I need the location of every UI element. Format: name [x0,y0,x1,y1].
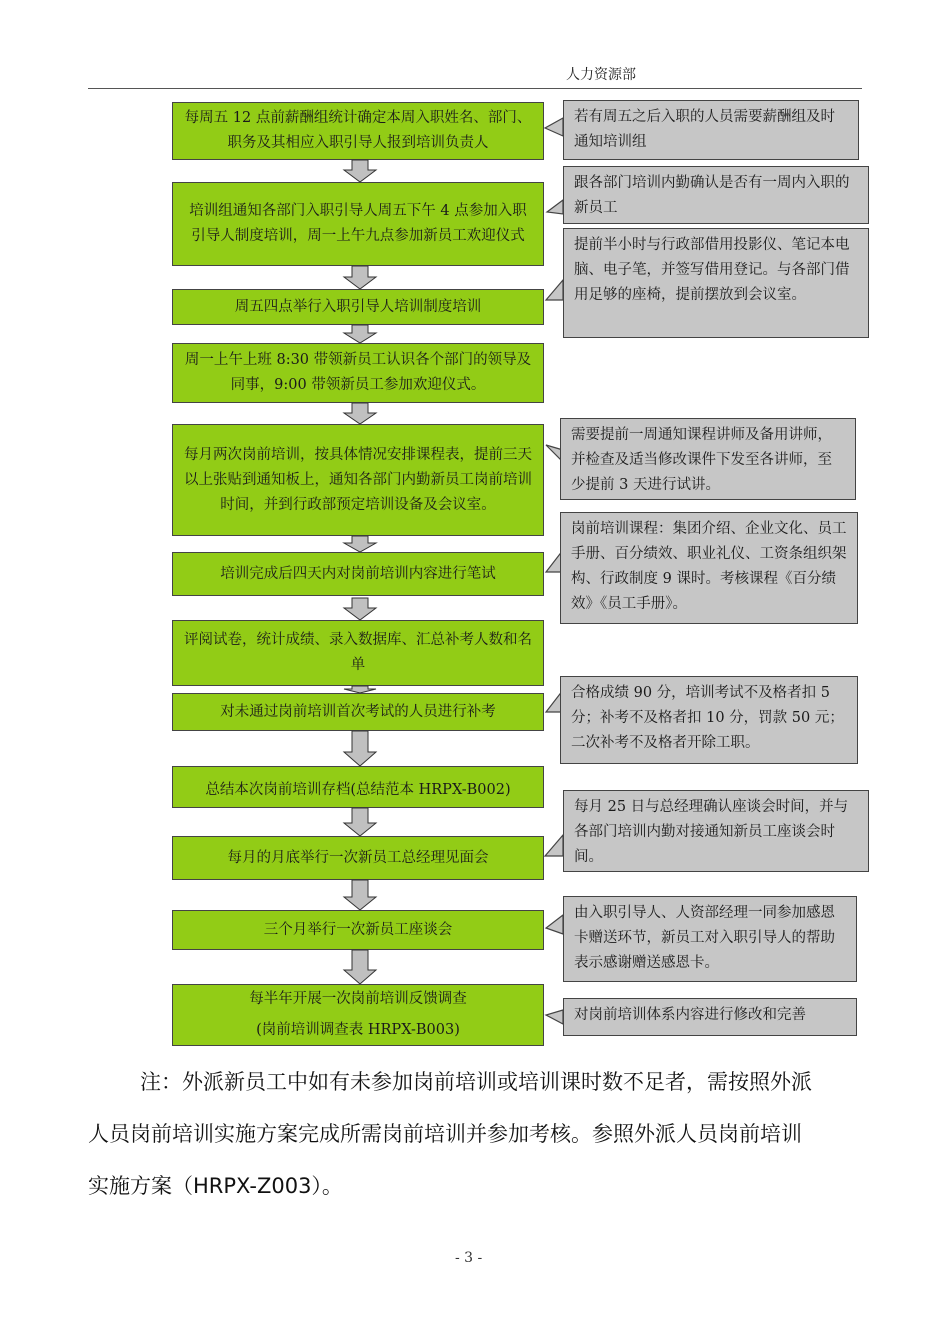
down-arrow-icon [344,160,376,182]
flow-step-text: 培训完成后四天内对岗前培训内容进行笔试 [220,565,496,582]
side-note-text: 对岗前培训体系内容进行修改和完善 [574,1007,806,1023]
flow-step-text: 培训组通知各部门入职引导人周五下午 4 点参加入职引导人制度培训，周一上午九点参加新员工欢迎仪式 [189,203,527,244]
down-arrow-icon [344,598,376,620]
flow-step-text: 总结本次岗前培训存档(总结范本 HRPX-B002) [205,782,511,798]
down-arrow-icon [344,950,376,984]
side-note-3 [563,228,869,338]
side-note-text: 若有周五之后入职的人员需要薪酬组及时通知培训组 [574,109,835,150]
down-arrow-icon [344,403,376,424]
side-note-6 [560,676,858,764]
side-note-text: 每月 25 日与总经理确认座谈会时间，并与各部门培训内勤对接通知新员工座谈会时间。 [574,799,849,865]
page-number: - 3 - [455,1250,483,1266]
side-note-text: 由入职引导人、人资部经理一同参加感恩卡赠送环节，新员工对入职引导人的帮助表示感谢赠送感恩卡。 [574,905,835,971]
side-note-text: 岗前培训课程：集团介绍、企业文化、员工手册、百分绩效、职业礼仪、工资条组织架构、行政制度 9 课时。考核课程《百分绩效》《员工手册》。 [571,521,847,612]
side-note-9 [563,998,857,1036]
flow-step-text: 每月两次岗前培训，按具体情况安排课程表，提前三天以上张贴到通知板上，通知各部门内勤新员工岗前培训时间，并到行政部预定培训设备及会议室。 [184,446,532,513]
side-note-8 [563,896,857,982]
down-arrow-icon [344,731,376,766]
flow-step-text: 三个月举行一次新员工座谈会 [263,921,453,938]
side-note-1 [563,100,859,160]
down-arrow-icon [344,686,376,693]
header-department: 人力资源部 [566,67,636,83]
side-note-text: 提前半小时与行政部借用投影仪、笔记本电脑、电子笔，并签写借用登记。与各部门借用足够的座椅，提前摆放到会议室。 [574,237,850,303]
down-arrow-icon [344,325,376,343]
flow-step-text: 评阅试卷，统计成绩、录入数据库、汇总补考人数和名单 [184,632,532,673]
note-line-1: 注：外派新员工中如有未参加岗前培训或培训课时数不足者，需按照外派 [140,1070,812,1094]
flow-step-text: 周一上午上班 8:30 带领新员工认识各个部门的领导及同事，9:00 带领新员工参加欢迎仪式。 [184,352,532,393]
note-line-3: 实施方案（HRPX-Z003）。 [88,1174,343,1198]
side-note-4 [560,418,856,500]
side-note-7 [563,790,869,872]
flow-step-text: 每半年开展一次岗前培训反馈调查 [249,991,467,1007]
down-arrow-icon [344,880,376,910]
down-arrow-icon [344,266,376,289]
flow-step-text: 对未通过岗前培训首次考试的人员进行补考 [220,703,496,720]
side-note-2 [563,166,869,224]
note-line-2: 人员岗前培训实施方案完成所需岗前培训并参加考核。参照外派人员岗前培训 [88,1122,802,1146]
flow-step-text-2: (岗前培训调查表 HRPX-B003) [256,1022,460,1038]
down-arrow-icon [344,536,376,552]
down-arrow-icon [344,808,376,836]
side-note-text: 需要提前一周通知课程讲师及备用讲师，并检查及适当修改课件下发至各讲师，至少提前 3 天进行试讲。 [571,427,832,493]
flow-step-text: 每月的月底举行一次新员工总经理见面会 [227,849,489,866]
side-note-text: 跟各部门培训内勤确认是否有一周内入职的新员工 [574,175,850,216]
flow-step-text: 每周五 12 点前薪酬组统计确定本周入职姓名、部门、职务及其相应入职引导人报到培训负责人 [184,110,532,151]
flow-step-text: 周五四点举行入职引导人培训制度培训 [234,298,482,315]
side-note-5 [560,512,858,624]
side-note-text: 合格成绩 90 分，培训考试不及格者扣 5 分；补考不及格者扣 10 分，罚款 50 元；二次补考不及格者开除工职。 [571,685,844,751]
